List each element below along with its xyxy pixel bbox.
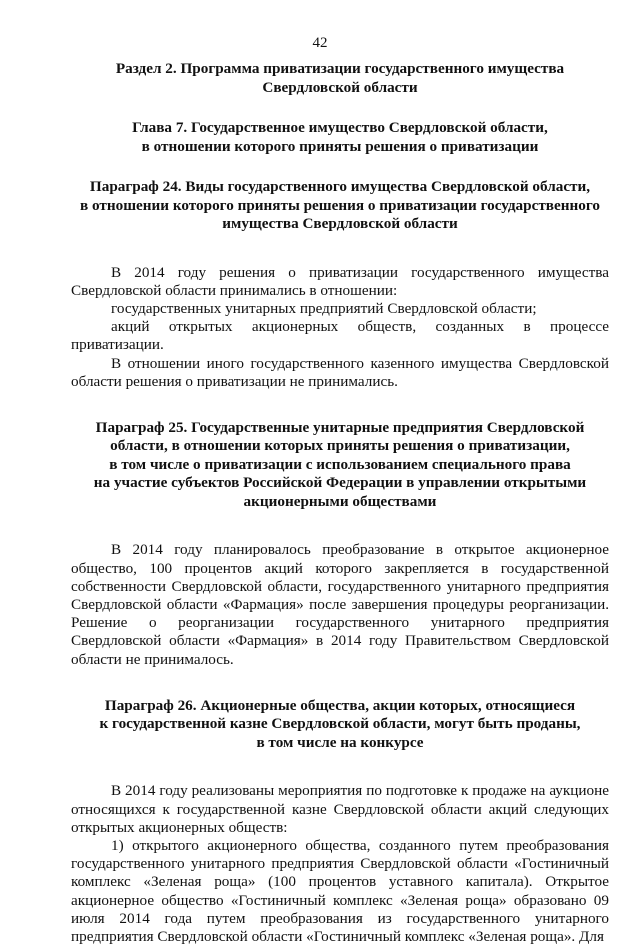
spacer	[71, 391, 609, 419]
section-heading-line: Раздел 2. Программа приватизации государственного имущества	[115, 60, 565, 77]
paragraph-24-heading	[71, 178, 609, 234]
spacer	[71, 156, 609, 178]
paragraph-26-heading-line: Параграф 26. Акционерные общества, акции которых, относящиеся	[104, 696, 576, 714]
paragraph-25-heading-line: на участие субъектов Российской Федерации в управлении открытыми	[93, 474, 587, 492]
paragraph-26-heading-line: к государственной казне Свердловской области, могут быть проданы,	[99, 715, 581, 733]
chapter-heading-line: в отношении которого приняты решения о приватизации	[141, 137, 539, 155]
chapter-heading-line: Глава 7. Государственное имущество Свердловской области,	[132, 119, 548, 136]
body-paragraph: В отношении иного государственного казенного имущества Свердловской области решения о приватизации не принимались.	[71, 354, 609, 390]
section-heading	[71, 60, 609, 97]
paragraph-25-heading-line: акционерными обществами	[243, 492, 437, 510]
spacer	[71, 97, 609, 119]
paragraph-26-heading-line: в том числе на конкурсе	[256, 733, 424, 751]
page-content	[71, 60, 609, 946]
list-item-paragraph: 1) открытого акционерного общества, созданного путем преобразования государственного унитарного предприятия Свердловской области «Гостиничный комплекс «Зеленая роща» (100 процентов уставного капитала). Открытое акционерное общество «Гостиничный комплекс «Зеленая роща» образовано 09 июля 2014 года путем преобразования из государственного унитарного предприятия Свердловской области «Гостиничный комплекс «Зеленая роща». Для	[71, 836, 609, 945]
paragraph-24-heading-line: имущества Свердловской области	[222, 215, 458, 232]
chapter-heading	[71, 119, 609, 156]
paragraph-25-heading-line: области, в отношении которых приняты решения о приватизации,	[110, 437, 570, 455]
page-number: 42	[312, 35, 328, 51]
spacer	[71, 669, 609, 697]
spacer	[71, 752, 609, 782]
spacer	[71, 511, 609, 541]
body-paragraph: В 2014 году планировалось преобразование в открытое акционерное общество, 100 процентов акций которого закрепляется в государственной собственности Свердловской области, государственного унитарного предприятия Свердловской области «Фармация» после завершения процедуры реорганизации. Решение о реорганизации государственного унитарного предприятия Свердловской области «Фармация» в 2014 году Правительством Свердловской области не принималось.	[71, 541, 609, 668]
paragraph-24-heading-line: в отношении которого приняты решения о приватизации государственного	[80, 196, 600, 214]
spacer	[71, 234, 609, 264]
body-paragraph: акций открытых акционерных обществ, созданных в процессе приватизации.	[71, 318, 609, 354]
body-paragraph: государственных унитарных предприятий Свердловской области;	[111, 299, 537, 317]
body-paragraph: В 2014 году решения о приватизации государственного имущества Свердловской области принимались в отношении:	[71, 263, 609, 299]
paragraph-26-heading	[71, 697, 609, 753]
section-heading-line: Свердловской области	[262, 78, 418, 96]
paragraph-25-heading-line: Параграф 25. Государственные унитарные предприятия Свердловской	[95, 418, 585, 436]
paragraph-25-heading	[71, 419, 609, 512]
body-paragraph: В 2014 году реализованы мероприятия по подготовке к продаже на аукционе относящихся к государственной казне Свердловской области акций следующих открытых акционерных обществ:	[71, 782, 609, 836]
paragraph-25-heading-line: в том числе о приватизации с использованием специального права	[109, 455, 571, 473]
paragraph-24-heading-line: Параграф 24. Виды государственного имущества Свердловской области,	[89, 178, 591, 195]
